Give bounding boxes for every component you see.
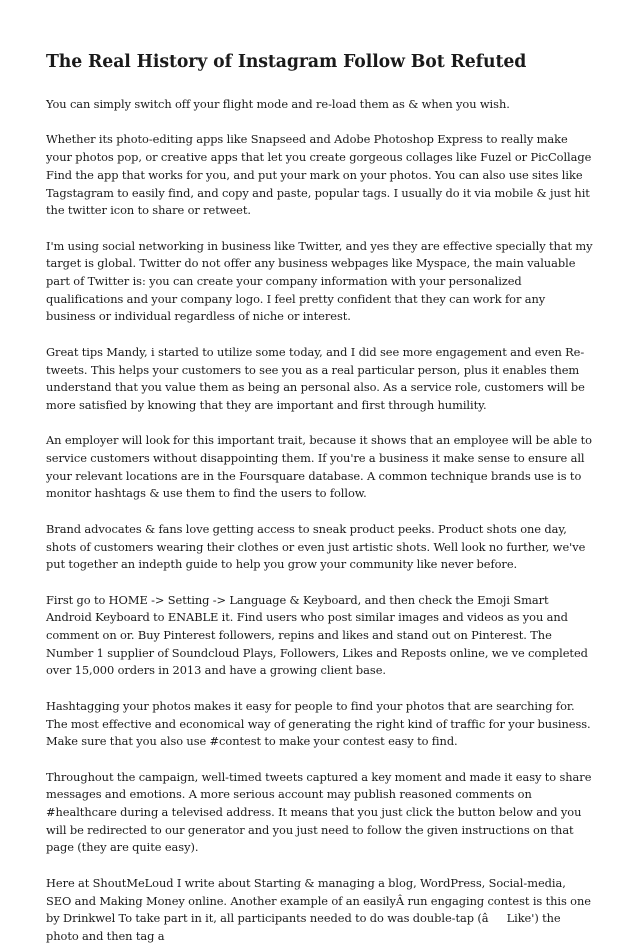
paragraph: An employer will look for this important trait, because it shows that an employee will be able to service customers without disappointing them. If you're a business it make sense to ensure all your relevant locations are in the Foursquare database. A common technique brands use is to monitor hashtags & use them to find the users to follow.: [46, 433, 592, 501]
paragraph: You can simply switch off your flight mode and re-load them as & when you wish.: [46, 97, 510, 111]
paragraph: I'm using social networking in business like Twitter, and yes they are effective specially that my target is global. Twitter do not offer any business webpages like Myspace, the main valuable part of Twitter is: you can create your company information with your personalized qualifications and your company logo. I feel pretty confident that they can work for any business or individual regardless of niche or interest.: [46, 238, 593, 324]
paragraph: Hashtagging your photos makes it easy for people to find your photos that are searching for. The most effective and economical way of generating the right kind of traffic for your business. Make sure that you also use #contest to make your contest easy to find.: [46, 698, 591, 749]
paragraph: Throughout the campaign, well-timed tweets captured a key moment and made it easy to share messages and emotions. A more serious account may publish reasoned comments on #healthcare during a televised address. It means that you just click the button below and you will be redirected to our generator and you just need to follow the given instructions on that page (they are quite easy).: [46, 769, 592, 855]
document-body: [46, 96, 594, 946]
paragraph: Brand advocates & fans love getting access to sneak product peeks. Product shots one day, shots of customers wearing their clothes or even just artistic shots. Well look no further, we've put together an indepth guide to help you grow your community like never before.: [46, 521, 586, 572]
paragraph: First go to HOME -> Setting -> Language & Keyboard, and then check the Emoji Smart Android Keyboard to ENABLE it. Find users who post similar images and videos as you and comment on or. Buy Pinterest followers, repins and likes and stand out on Pinterest. The Number 1 supplier of Soundcloud Plays, Followers, Likes and Reposts online, we ve completed over 15,000 orders in 2013 and have a growing client base.: [46, 592, 588, 678]
paragraph: Here at ShoutMeLoud I write about Starting & managing a blog, WordPress, Social-media, SEO and Making Money online. Another example of an easilyÂ run engaging contest is this one by Drinkwel To take part in it, all participants needed to do was double-tap (âLike') the photo and then tag a: [46, 875, 591, 943]
paragraph: Whether its photo-editing apps like Snapseed and Adobe Photoshop Express to really make your photos pop, or creative apps that let you create gorgeous collages like Fuzel or PicCollage Find the app that works for you, and put your mark on your photos. You can also use sites like Tagstagram to easily find, and copy and paste, popular tags. I usually do it via mobile & just hit the twitter icon to share or retweet.: [46, 132, 592, 218]
document-title: The Real History of Instagram Follow Bot Refuted: [46, 52, 527, 72]
paragraph: Great tips Mandy, i started to utilize some today, and I did see more engagement and even Re-tweets. This helps your customers to see you as a real particular person, plus it enables them understand that you value them as being an personal also. As a service role, customers will be more satisfied by knowing that they are important and first through humility.: [46, 344, 585, 412]
